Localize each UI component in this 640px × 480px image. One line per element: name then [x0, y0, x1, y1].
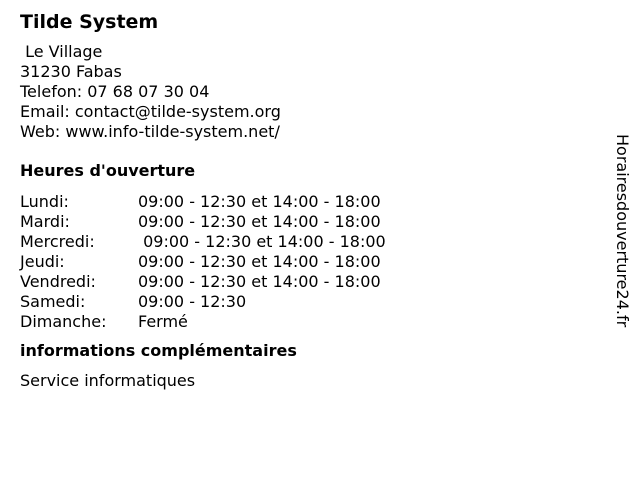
- time-range: 09:00 - 12:30 et 14:00 - 18:00: [138, 272, 381, 291]
- day-label: Samedi:: [20, 292, 86, 311]
- day-label: Dimanche:: [20, 312, 107, 331]
- time-range: 09:00 - 12:30 et 14:00 - 18:00: [138, 192, 381, 211]
- business-card: [20, 10, 600, 391]
- day-label: Lundi:: [20, 192, 69, 211]
- hours-row-wednesday: [20, 232, 600, 252]
- business-name: Tilde System: [20, 11, 159, 33]
- website-line: Web: www.info-tilde-system.net/: [20, 122, 280, 141]
- hours-row-sunday: [20, 312, 600, 332]
- contact-block: [20, 42, 600, 142]
- time-range: Fermé: [138, 312, 188, 331]
- additional-info-text: Service informatiques: [20, 371, 196, 390]
- hours-row-tuesday: [20, 212, 600, 232]
- site-watermark: Horairesdouverture24.fr: [613, 134, 632, 328]
- day-label: Vendredi:: [20, 272, 96, 291]
- hours-row-friday: [20, 272, 600, 292]
- hours-row-thursday: [20, 252, 600, 272]
- opening-hours-heading: Heures d'ouverture: [20, 161, 196, 180]
- email-line: Email: contact@tilde-system.org: [20, 102, 281, 121]
- phone-line: Telefon: 07 68 07 30 04: [20, 82, 210, 101]
- time-range: 09:00 - 12:30: [138, 292, 247, 311]
- time-range: 09:00 - 12:30 et 14:00 - 18:00: [138, 252, 381, 271]
- day-label: Mardi:: [20, 212, 70, 231]
- additional-info-heading: informations complémentaires: [20, 341, 297, 360]
- hours-row-monday: [20, 192, 600, 212]
- opening-hours-table: [20, 192, 600, 332]
- city-address: 31230 Fabas: [20, 62, 122, 81]
- street-address: Le Village: [20, 42, 103, 61]
- day-label: Mercredi:: [20, 232, 95, 251]
- day-label: Jeudi:: [20, 252, 65, 271]
- time-range: 09:00 - 12:30 et 14:00 - 18:00: [138, 212, 381, 231]
- hours-row-saturday: [20, 292, 600, 312]
- time-range: 09:00 - 12:30 et 14:00 - 18:00: [138, 232, 386, 251]
